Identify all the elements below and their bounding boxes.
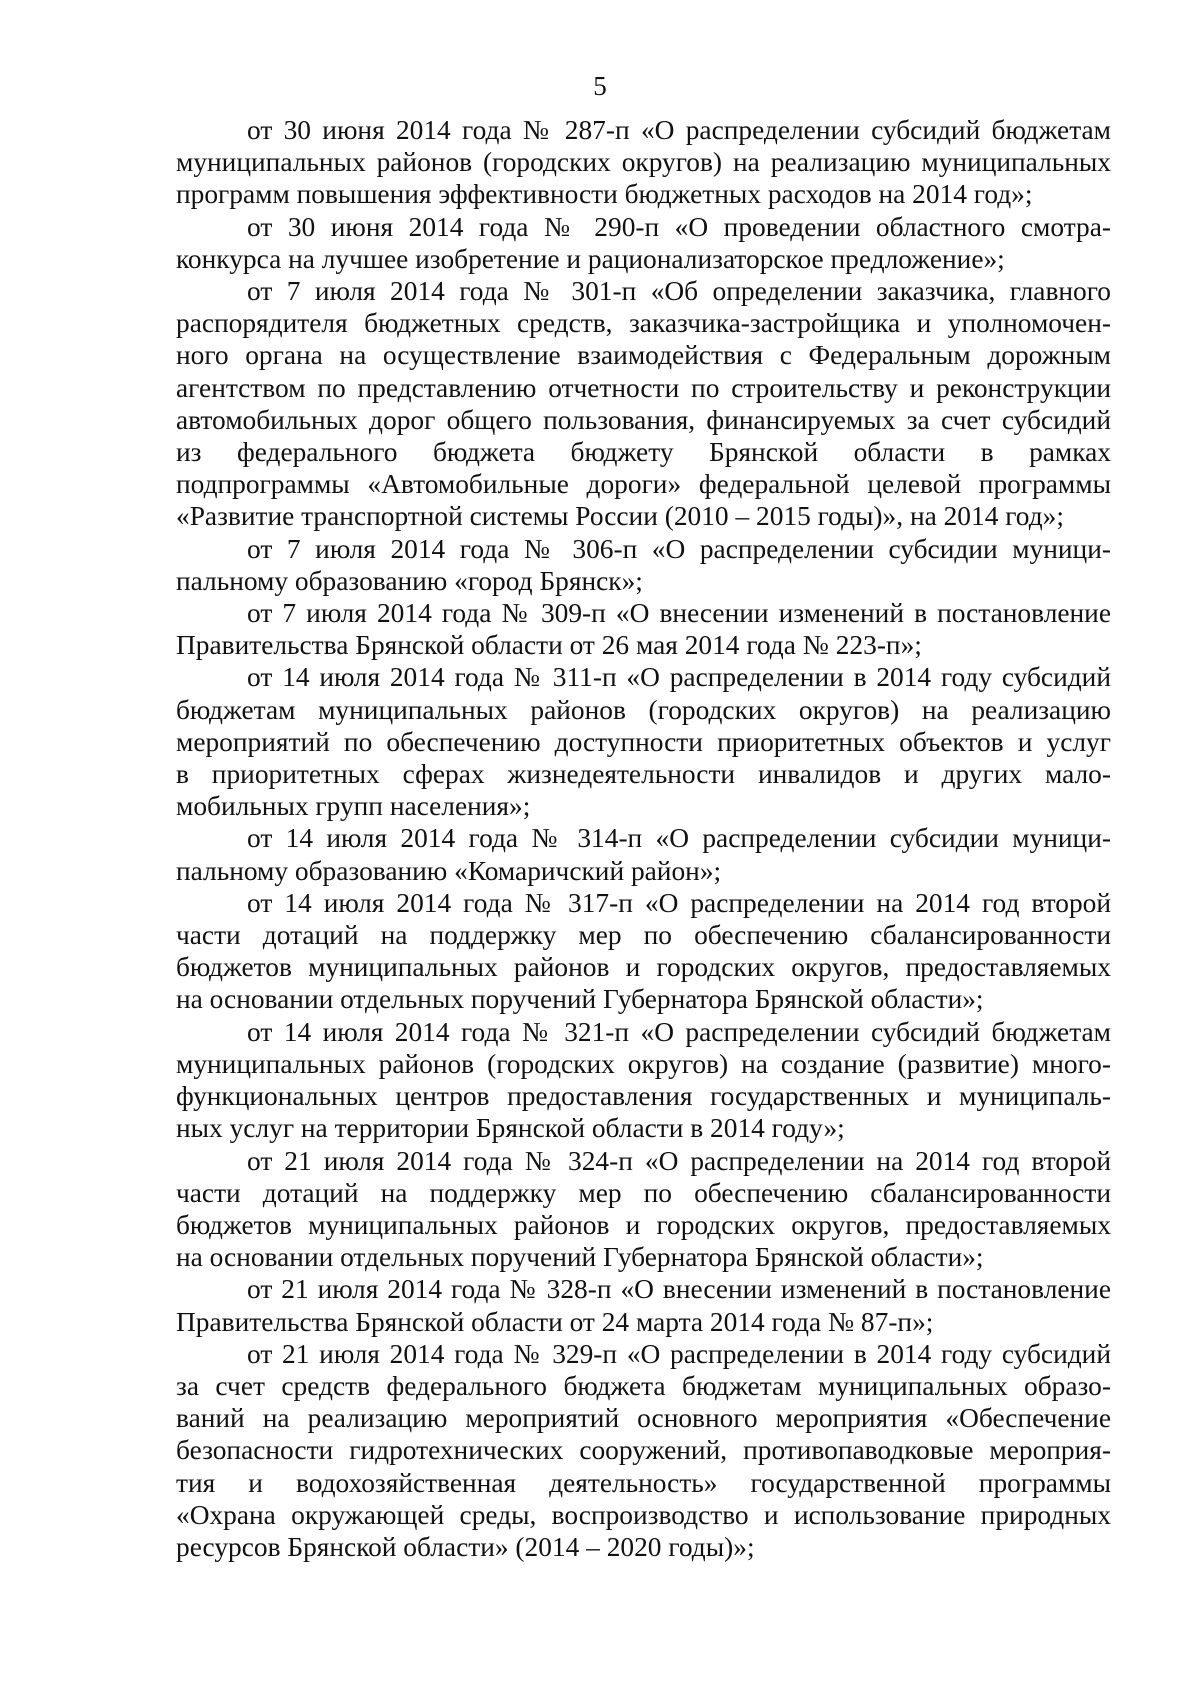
text-line: от 7 июля 2014 года № 306-п «О распределении субсидии муници-: [247, 533, 1111, 564]
text-line: бюджетов муниципальных районов и городских округов, предоставляемых: [176, 952, 1111, 983]
text-line: от 14 июля 2014 года № 311-п «О распределении в 2014 году субсидий: [247, 662, 1111, 693]
text-line: программ повышения эффективности бюджетных расходов на 2014 год»;: [176, 179, 1033, 210]
text-line: от 14 июля 2014 года № 314-п «О распределении субсидии муници-: [247, 823, 1111, 854]
text-line: от 30 июня 2014 года № 287-п «О распределении субсидий бюджетам: [247, 115, 1111, 145]
text-line: на основании отдельных поручений Губернатора Брянской области»;: [176, 984, 984, 1015]
decree-paragraph: [176, 822, 1111, 886]
text-line: подпрограммы «Автомобильные дороги» федеральной целевой программы: [176, 469, 1111, 500]
text-line: от 7 июля 2014 года № 301-п «Об определении заказчика, главного: [247, 276, 1111, 307]
decree-paragraph: [176, 1338, 1111, 1563]
text-line: от 21 июля 2014 года № 324-п «О распределении на 2014 год второй: [247, 1145, 1111, 1176]
decree-paragraph: [176, 275, 1111, 533]
text-line: агентством по представлению отчетности по строительству и реконструкции: [176, 372, 1111, 403]
text-line: из федерального бюджета бюджету Брянской области в рамках: [176, 437, 1111, 468]
text-line: бюджетам муниципальных районов (городских округов) на реализацию: [176, 694, 1111, 725]
text-line: «Развитие транспортной системы России (2010 – 2015 годы)», на 2014 год»;: [176, 501, 1064, 532]
text-line: от 30 июня 2014 года № 290-п «О проведении областного смотра-: [247, 211, 1111, 242]
decree-paragraph: [176, 1273, 1111, 1337]
text-line: в приоритетных сферах жизнедеятельности инвалидов и других мало-: [176, 759, 1111, 790]
text-line: Правительства Брянской области от 24 марта 2014 года № 87-п»;: [176, 1306, 934, 1337]
page-number: 5: [593, 71, 607, 101]
text-line: бюджетов муниципальных районов и городских округов, предоставляемых: [176, 1209, 1111, 1240]
text-line: безопасности гидротехнических сооружений, противопаводковые мероприя-: [176, 1435, 1111, 1466]
text-line: пальному образованию «город Брянск»;: [176, 565, 643, 596]
decree-paragraph: [176, 661, 1111, 822]
text-line: от 14 июля 2014 года № 321-п «О распределении субсидий бюджетам: [247, 1016, 1111, 1047]
decree-paragraph: [176, 1016, 1111, 1145]
text-line: мобильных групп населения»;: [176, 791, 531, 822]
text-line: на основании отдельных поручений Губернатора Брянской области»;: [176, 1242, 984, 1273]
text-line: тия и водохозяйственная деятельность» государственной программы: [176, 1467, 1111, 1498]
text-line: от 14 июля 2014 года № 317-п «О распределении на 2014 год второй: [247, 887, 1111, 918]
text-line: ваний на реализацию мероприятий основного мероприятия «Обеспечение: [176, 1403, 1111, 1434]
text-line: функциональных центров предоставления государственных и муниципаль-: [176, 1081, 1111, 1112]
text-line: ресурсов Брянской области» (2014 – 2020 годы)»;: [176, 1531, 755, 1562]
text-line: пальному образованию «Комаричский район»;: [176, 855, 722, 886]
text-line: муниципальных районов (городских округов) на реализацию муниципальных: [176, 147, 1111, 178]
text-line: за счет средств федерального бюджета бюджетам муниципальных образо-: [176, 1370, 1111, 1401]
text-line: «Охрана окружающей среды, воспроизводство и использование природных: [176, 1499, 1111, 1530]
decree-paragraph: [176, 597, 1111, 661]
text-line: распорядителя бюджетных средств, заказчика-застройщика и уполномочен-: [176, 308, 1111, 339]
document-body: [176, 114, 1111, 1563]
text-line: Правительства Брянской области от 26 мая 2014 года № 223-п»;: [176, 630, 922, 661]
text-line: от 21 июля 2014 года № 329-п «О распределении в 2014 году субсидий: [247, 1338, 1111, 1369]
text-line: ных услуг на территории Брянской области в 2014 году»;: [176, 1113, 845, 1144]
text-line: конкурса на лучшее изобретение и рационализаторское предложение»;: [176, 243, 1005, 274]
text-line: ного органа на осуществление взаимодействия с Федеральным дорожным: [176, 340, 1111, 371]
decree-paragraph: [176, 114, 1111, 211]
decree-paragraph: [176, 211, 1111, 275]
decree-paragraph: [176, 887, 1111, 1016]
text-line: автомобильных дорог общего пользования, финансируемых за счет субсидий: [176, 404, 1111, 435]
decree-paragraph: [176, 533, 1111, 597]
text-line: части дотаций на поддержку мер по обеспечению сбалансированности: [176, 920, 1111, 951]
text-line: от 21 июля 2014 года № 328-п «О внесении изменений в постановление: [247, 1274, 1111, 1305]
text-line: муниципальных районов (городских округов) на создание (развитие) много-: [176, 1048, 1111, 1079]
text-line: части дотаций на поддержку мер по обеспечению сбалансированности: [176, 1177, 1111, 1208]
decree-paragraph: [176, 1145, 1111, 1274]
text-line: мероприятий по обеспечению доступности приоритетных объектов и услуг: [176, 726, 1111, 757]
text-line: от 7 июля 2014 года № 309-п «О внесении изменений в постановление: [247, 598, 1111, 629]
